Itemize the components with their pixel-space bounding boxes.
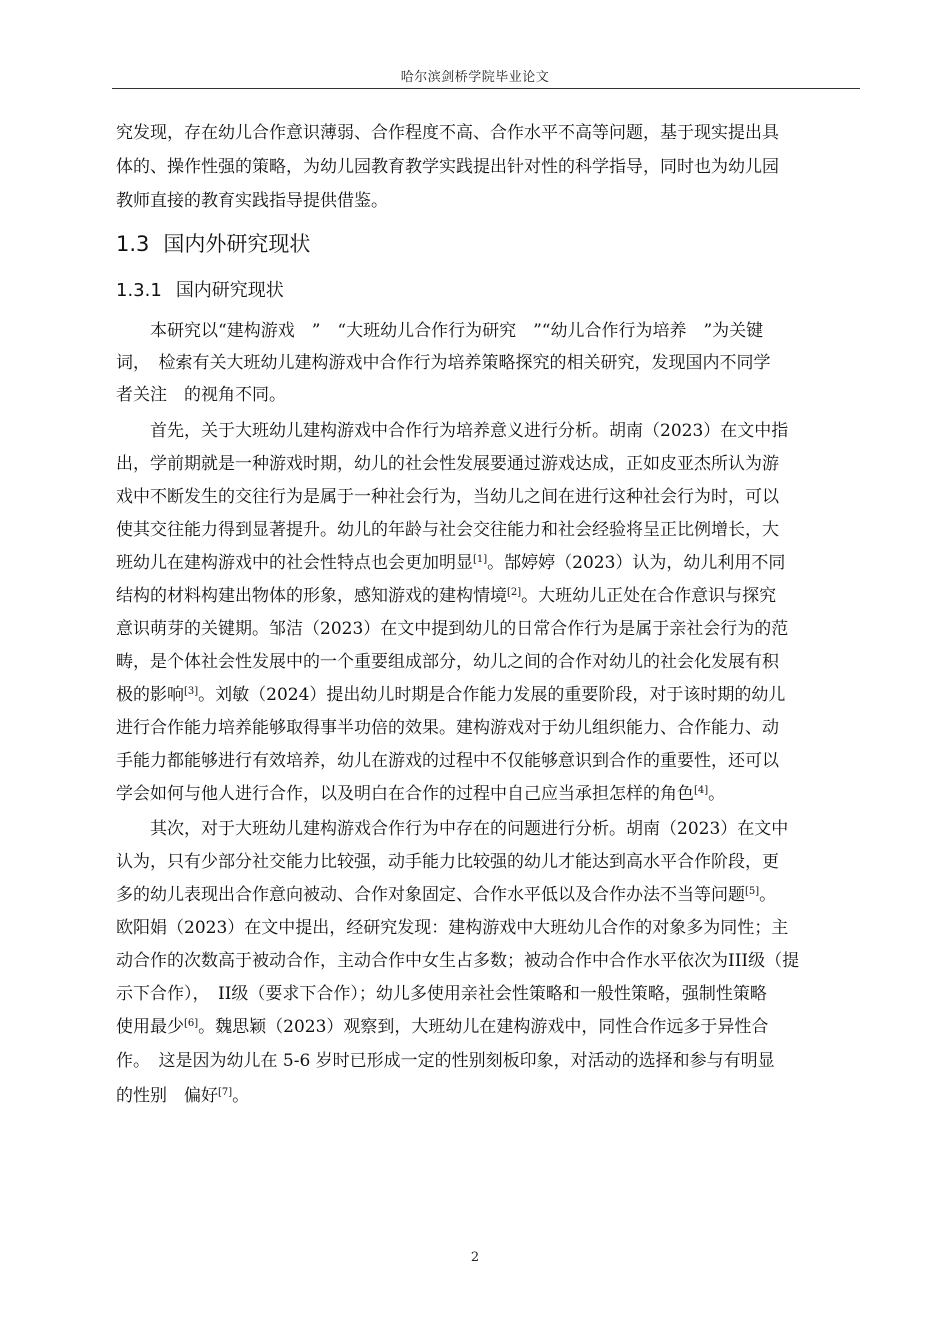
text-span: 学会如何与他人进行合作，以及明白在合作的过程中自己应当承担怎样的角色	[116, 784, 694, 804]
text-line: 示下合作）， II级（要求下合作）；幼儿多使用亲社会性策略和一般性策略，强制性策略	[116, 984, 767, 1004]
text-line: 畴，是个体社会性发展中的一个重要组成部分，幼儿之间的合作对幼儿的社会化发展有积	[116, 652, 779, 672]
section-number: 1.3	[116, 232, 150, 256]
citation-ref: [5]	[745, 886, 760, 897]
text-span: 班幼儿在建构游戏中的社会性特点也会更加明显	[116, 553, 473, 573]
header-title: 哈尔滨剑桥学院毕业论文	[400, 70, 550, 85]
text-line: 者关注 的视角不同。	[116, 385, 286, 405]
text-line: 其次，对于大班幼儿建构游戏合作行为中存在的问题进行分析。胡南（2023）在文中	[116, 819, 789, 839]
text-line: 本研究以“建构游戏 ” “大班幼儿合作行为研究 ”“幼儿合作行为培养 ”为关键	[116, 321, 764, 341]
text-span: 。	[759, 885, 777, 905]
text-span: 。	[708, 784, 726, 804]
text-line: 词， 检索有关大班幼儿建构游戏中合作行为培养策略探究的相关研究，发现国内不同学	[116, 353, 771, 373]
text-span: 。魏思颖（2023）观察到，大班幼儿在建构游戏中，同性合作远多于异性合	[198, 1017, 769, 1037]
citation-ref: [6]	[184, 1018, 199, 1029]
text-span: 的性别 偏好	[116, 1086, 218, 1106]
text-line: 究发现，存在幼儿合作意识薄弱、合作程度不高、合作水平不高等问题，基于现实提出具	[116, 123, 779, 143]
text-span: 结构的材料构建出物体的形象，感知游戏的建构情境	[116, 586, 507, 606]
text-span: 。大班幼儿正处在合作意识与探究	[521, 586, 777, 606]
text-line: 手能力都能够进行有效培养，幼儿在游戏的过程中不仅能够意识到合作的重要性，还可以	[116, 751, 779, 771]
text-line	[116, 1016, 768, 1038]
text-line: 意识萌芽的关键期。邹洁（2023）在文中提到幼儿的日常合作行为是属于亲社会行为的范	[116, 619, 789, 639]
citation-ref: [3]	[184, 686, 199, 697]
page-number: 2	[470, 1250, 480, 1265]
text-line: 体的、操作性强的策略，为幼儿园教育教学实践提出针对性的科学指导，同时也为幼儿园	[116, 157, 779, 177]
citation-ref: [4]	[694, 785, 709, 796]
section-heading	[116, 228, 310, 258]
text-line	[116, 884, 776, 906]
header-divider	[112, 88, 860, 89]
text-line: 认为，只有少部分社交能力比较强，动手能力比较强的幼儿才能达到高水平合作阶段，更	[116, 852, 779, 872]
text-line	[116, 1085, 249, 1107]
citation-ref: [1]	[473, 554, 488, 565]
text-span: 。郜婷婷（2023）认为，幼儿利用不同	[487, 553, 786, 573]
text-line: 使其交往能力得到显著提升。幼儿的年龄与社会交往能力和社会经验将呈正比例增长，大	[116, 520, 779, 540]
text-line	[116, 684, 785, 706]
text-line: 欧阳娟（2023）在文中提出，经研究发现：建构游戏中大班幼儿合作的对象多为同性；主	[116, 918, 789, 938]
citation-ref: [2]	[507, 587, 522, 598]
text-line: 教师直接的教育实践指导提供借鉴。	[116, 191, 388, 211]
text-line: 动合作的次数高于被动合作，主动合作中女生占多数；被动合作中合作水平依次为III级（提	[116, 951, 800, 971]
text-line: 出，学前期就是一种游戏时期，幼儿的社会性发展要通过游戏达成，正如皮亚杰所认为游	[116, 454, 779, 474]
text-line	[116, 585, 776, 607]
text-line	[116, 552, 785, 574]
text-span: 使用最少	[116, 1017, 184, 1037]
citation-ref: [7]	[218, 1087, 233, 1098]
text-line: 戏中不断发生的交往行为是属于一种社会行为，当幼儿之间在进行这种社会行为时，可以	[116, 487, 779, 507]
text-span: 多的幼儿表现出合作意向被动、合作对象固定、合作水平低以及合作办法不当等问题	[116, 885, 745, 905]
text-line	[116, 783, 725, 805]
text-span: 。刘敏（2024）提出幼儿时期是合作能力发展的重要阶段，对于该时期的幼儿	[198, 685, 786, 705]
subsection-title: 国内研究现状	[175, 280, 284, 301]
text-line: 首先，关于大班幼儿建构游戏中合作行为培养意义进行分析。胡南（2023）在文中指	[116, 421, 789, 441]
text-line: 进行合作能力培养能够取得事半功倍的效果。建构游戏对于幼儿组织能力、合作能力、动	[116, 718, 779, 738]
section-title: 国内外研究现状	[163, 232, 311, 256]
subsection-heading	[116, 276, 284, 302]
text-span: 极的影响	[116, 685, 184, 705]
text-line: 作。 这是因为幼儿在 5-6 岁时已形成一定的性别刻板印象，对活动的选择和参与有明显	[116, 1051, 775, 1071]
subsection-number: 1.3.1	[116, 280, 162, 301]
text-span: 。	[232, 1086, 250, 1106]
